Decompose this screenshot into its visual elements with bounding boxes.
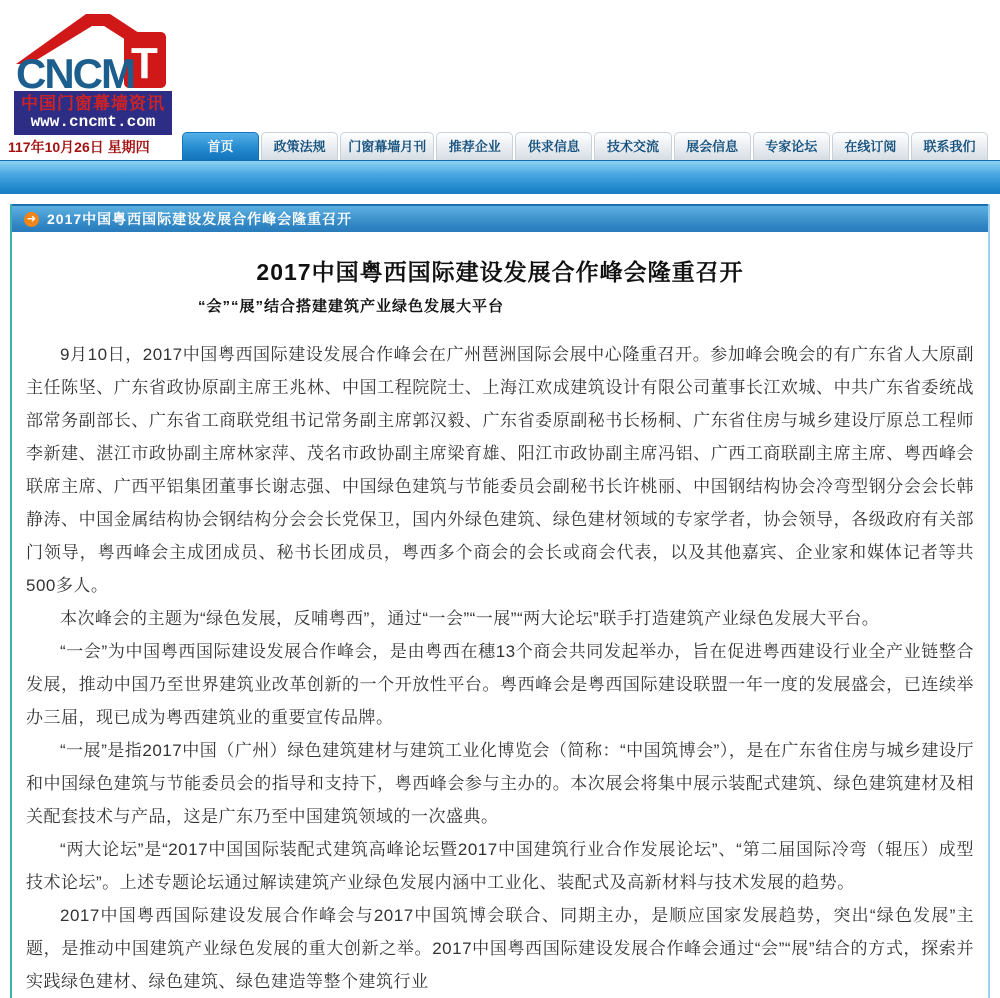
logo-band	[14, 91, 172, 135]
logo-url: www.cncmt.com	[30, 113, 156, 131]
tab-expo[interactable]: 展会信息	[674, 132, 751, 160]
tab-contact[interactable]: 联系我们	[911, 132, 988, 160]
article-subtitle: “会”“展”结合搭建建筑产业绿色发展大平台	[198, 298, 505, 315]
article-paragraph: “一展”是指2017中国（广州）绿色建筑建材与建筑工业化博览会（简称：“中国筑博会”），是在广东省住房与城乡建设厅和中国绿色建筑与节能委员会的指导和支持下，粤西峰会参与主办的。本次展会将集中展示装配式建筑、绿色建筑建材及相关配套技术与产品，这是广东乃至中国建筑领域的一次盛典。	[26, 741, 974, 826]
content-panel	[10, 204, 990, 998]
tab-home[interactable]: 首页	[182, 132, 259, 160]
article-paragraph: 9月10日，2017中国粤西国际建设发展合作峰会在广州琶洲国际会展中心隆重召开。参加峰会晚会的有广东省人大原副主任陈坚、广东省政协原副主席王兆林、中国工程院院士、上海江欢成建筑设计有限公司董事长江欢城、中共广东省委统战部常务副部长、广东省工商联党组书记常务副主席郭汉毅、广东省委原副秘书长杨桐、广东省住房与城乡建设厅原总工程师李新建、湛江市政协副主席林家萍、茂名市政协副主席梁育雄、阳江市政协副主席冯铝、广西工商联副主席主席、粤西峰会联席主席、广西平铝集团董事长谢志强、中国绿色建筑与节能委员会副秘书长许桃丽、中国钢结构协会冷弯型钢分会会长韩静涛、中国金属结构协会钢结构分会会长党保卫，国内外绿色建筑、绿色建材领域的专家学者，协会领导，各级政府有关部门领导，粤西峰会主成团成员、秘书长团成员，粤西多个商会的会长或商会代表，以及其他嘉宾、企业家和媒体记者等共500多人。	[26, 345, 974, 595]
article-paragraph: 2017中国粤西国际建设发展合作峰会与2017中国筑博会联合、同期主办，是顺应国家发展趋势，突出“绿色发展”主题，是推动中国建筑产业绿色发展的重大创新之举。2017中国粤西国际建设发展合作峰会通过“会”“展”结合的方式，探索并实践绿色建材、绿色建筑、绿色建造等整个建筑行业	[26, 906, 974, 991]
nav-tabs	[180, 132, 1000, 160]
news-bar-title: 2017中国粤西国际建设发展合作峰会隆重召开	[47, 211, 353, 227]
date-label: 117年10月26日 星期四	[8, 139, 150, 155]
article-body	[12, 254, 988, 998]
blue-banner	[0, 160, 1000, 194]
site-header	[0, 0, 1000, 130]
tab-monthly[interactable]: 门窗幕墙月刊	[340, 132, 434, 160]
tab-tech[interactable]: 技术交流	[594, 132, 671, 160]
tab-subscribe[interactable]: 在线订阅	[832, 132, 909, 160]
site-logo[interactable]	[14, 8, 174, 135]
logo-tagline: 中国门窗幕墙资讯	[21, 94, 165, 113]
tab-forum[interactable]: 专家论坛	[753, 132, 830, 160]
news-title-bar	[12, 204, 988, 232]
article-paragraph: 本次峰会的主题为“绿色发展，反哺粤西”，通过“一会”“一展”“两大论坛”联手打造建筑产业绿色发展大平台。	[60, 609, 880, 628]
tab-supply[interactable]: 供求信息	[515, 132, 592, 160]
article-paragraph: “一会”为中国粤西国际建设发展合作峰会，是由粤西在穗13个商会共同发起举办，旨在促进粤西建设行业全产业链整合发展，推动中国乃至世界建筑业改革创新的一个开放性平台。粤西峰会是粤西国际建设联盟一年一度的发展盛会，已连续举办三届，现已成为粤西建筑业的重要宣传品牌。	[26, 642, 974, 727]
tab-companies[interactable]: 推荐企业	[436, 132, 513, 160]
tab-policy[interactable]: 政策法规	[261, 132, 338, 160]
arrow-right-icon: ➜	[24, 212, 39, 227]
svg-text:CNCM: CNCM	[16, 50, 134, 97]
svg-text:T: T	[131, 39, 158, 88]
article-title: 2017中国粤西国际建设发展合作峰会隆重召开	[256, 259, 744, 285]
article-paragraph: “两大论坛”是“2017中国国际装配式建筑高峰论坛暨2017中国建筑行业合作发展论坛”、“第二届国际冷弯（辊压）成型技术论坛”。上述专题论坛通过解读建筑产业绿色发展内涵中工业化、装配式及高新材料与技术发展的趋势。	[26, 840, 974, 892]
